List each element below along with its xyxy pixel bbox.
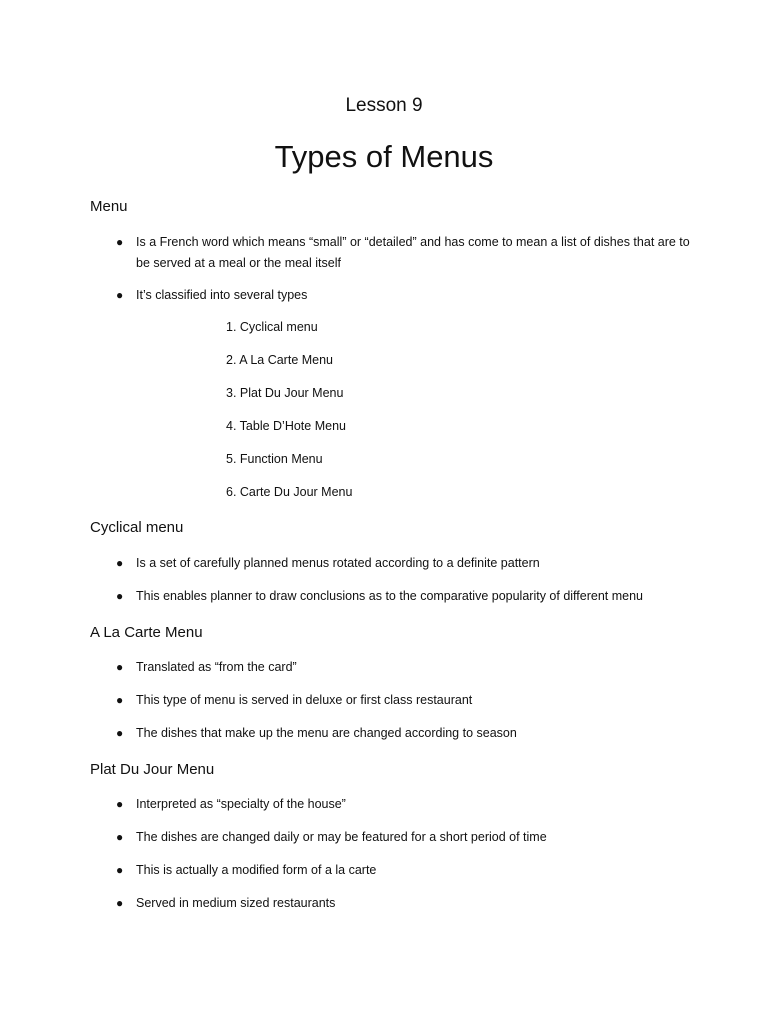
list-item: [116, 657, 696, 678]
menu-type-item: 2. A La Carte Menu: [226, 353, 334, 367]
list-item: [116, 285, 696, 306]
bullet-icon: ●: [116, 726, 124, 740]
bullet-icon: ●: [116, 589, 124, 603]
list-item-text: Is a French word which means “small” or “detailed” and has come to mean a list of dishes that are to be served at a meal or the meal itself: [136, 235, 690, 270]
list-item: [116, 794, 696, 815]
bullet-icon: ●: [116, 288, 124, 302]
list-item-text: This type of menu is served in deluxe or first class restaurant: [136, 693, 473, 707]
section-heading-cyclical: Cyclical menu: [90, 519, 184, 536]
bullet-icon: ●: [116, 863, 124, 877]
menu-type-item: 1. Cyclical menu: [226, 320, 318, 334]
section-heading-menu: Menu: [90, 198, 128, 215]
list-item-text: This enables planner to draw conclusions as to the comparative popularity of different menu: [136, 589, 644, 603]
bullet-icon: ●: [116, 235, 124, 249]
list-item-text: Interpreted as “specialty of the house”: [136, 797, 346, 811]
list-item: [116, 827, 696, 848]
list-item: [116, 232, 696, 274]
bullet-icon: ●: [116, 693, 124, 707]
list-item-text: Translated as “from the card”: [136, 660, 297, 674]
menu-type-item: 4. Table D’Hote Menu: [226, 419, 346, 433]
list-item: [116, 860, 696, 881]
list-item: [116, 893, 696, 914]
list-item: [116, 553, 696, 574]
bullet-icon: ●: [116, 660, 124, 674]
section-heading-plat-du-jour: Plat Du Jour Menu: [90, 761, 215, 778]
lesson-number: Lesson 9: [345, 95, 423, 116]
page-title: Types of Menus: [274, 139, 494, 174]
bullet-icon: ●: [116, 830, 124, 844]
list-item-text: The dishes that make up the menu are changed according to season: [136, 726, 517, 740]
bullet-icon: ●: [116, 896, 124, 910]
menu-type-item: 3. Plat Du Jour Menu: [226, 386, 344, 400]
list-item-text: The dishes are changed daily or may be featured for a short period of time: [136, 830, 547, 844]
list-item-text: Served in medium sized restaurants: [136, 896, 336, 910]
bullet-icon: ●: [116, 556, 124, 570]
list-item-text: It’s classified into several types: [136, 288, 308, 302]
list-item-text: Is a set of carefully planned menus rotated according to a definite pattern: [136, 556, 540, 570]
list-item-text: This is actually a modified form of a la carte: [136, 863, 377, 877]
list-item: [116, 690, 696, 711]
bullet-icon: ●: [116, 797, 124, 811]
list-item: [116, 586, 696, 607]
menu-type-item: 5. Function Menu: [226, 452, 323, 466]
section-heading-a-la-carte: A La Carte Menu: [90, 624, 203, 641]
menu-type-item: 6. Carte Du Jour Menu: [226, 485, 353, 499]
list-item: [116, 723, 696, 744]
